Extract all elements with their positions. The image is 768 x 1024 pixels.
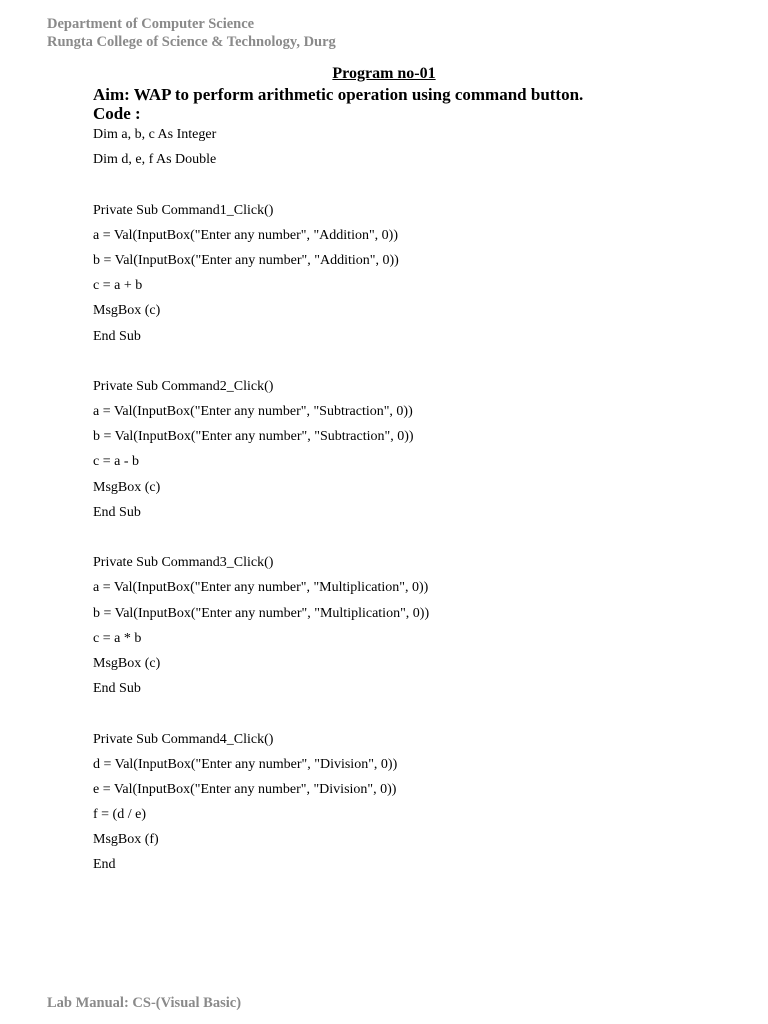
college-name: Rungta College of Science & Technology, Durg: [47, 34, 336, 50]
code-line: Dim d, e, f As Double: [93, 152, 217, 168]
code-line: Private Sub Command3_Click(): [93, 555, 274, 571]
code-line: c = a * b: [93, 630, 142, 646]
page-footer: Lab Manual: CS-(Visual Basic): [47, 995, 242, 1011]
code-line: f = (d / e): [93, 807, 146, 823]
code-line: MsgBox (f): [93, 832, 159, 848]
code-line: c = a + b: [93, 278, 143, 294]
code-line: e = Val(InputBox("Enter any number", "Division", 0)): [93, 781, 397, 797]
code-line: Private Sub Command2_Click(): [93, 378, 274, 394]
code-line: End Sub: [93, 328, 141, 344]
code-line: a = Val(InputBox("Enter any number", "Multiplication", 0)): [93, 580, 429, 596]
code-line: b = Val(InputBox("Enter any number", "Multiplication", 0)): [93, 605, 430, 621]
code-line: Private Sub Command4_Click(): [93, 731, 274, 747]
code-blank-line: [93, 701, 429, 726]
code-line: c = a - b: [93, 454, 139, 470]
code-line: a = Val(InputBox("Enter any number", "Subtraction", 0)): [93, 404, 413, 420]
program-aim: Aim: WAP to perform arithmetic operation using command button.: [93, 85, 584, 104]
code-line: End: [93, 857, 116, 873]
code-line: End Sub: [93, 504, 141, 520]
code-line: a = Val(InputBox("Enter any number", "Addition", 0)): [93, 227, 398, 243]
code-label: Code :: [93, 104, 141, 123]
program-title: Program no-01: [332, 65, 436, 82]
code-block: [93, 122, 429, 878]
code-line: b = Val(InputBox("Enter any number", "Addition", 0)): [93, 252, 399, 268]
code-line: End Sub: [93, 681, 141, 697]
code-line: d = Val(InputBox("Enter any number", "Division", 0)): [93, 756, 398, 772]
code-line: Private Sub Command1_Click(): [93, 202, 274, 218]
code-line: MsgBox (c): [93, 655, 161, 671]
page-header: [47, 15, 336, 51]
code-line: MsgBox (c): [93, 479, 161, 495]
code-line: MsgBox (c): [93, 303, 161, 319]
code-line: b = Val(InputBox("Enter any number", "Subtraction", 0)): [93, 429, 414, 445]
code-blank-line: [93, 349, 429, 374]
code-line: Dim a, b, c As Integer: [93, 127, 217, 142]
code-blank-line: [93, 525, 429, 550]
code-blank-line: [93, 172, 429, 197]
department-name: Department of Computer Science: [47, 16, 255, 32]
